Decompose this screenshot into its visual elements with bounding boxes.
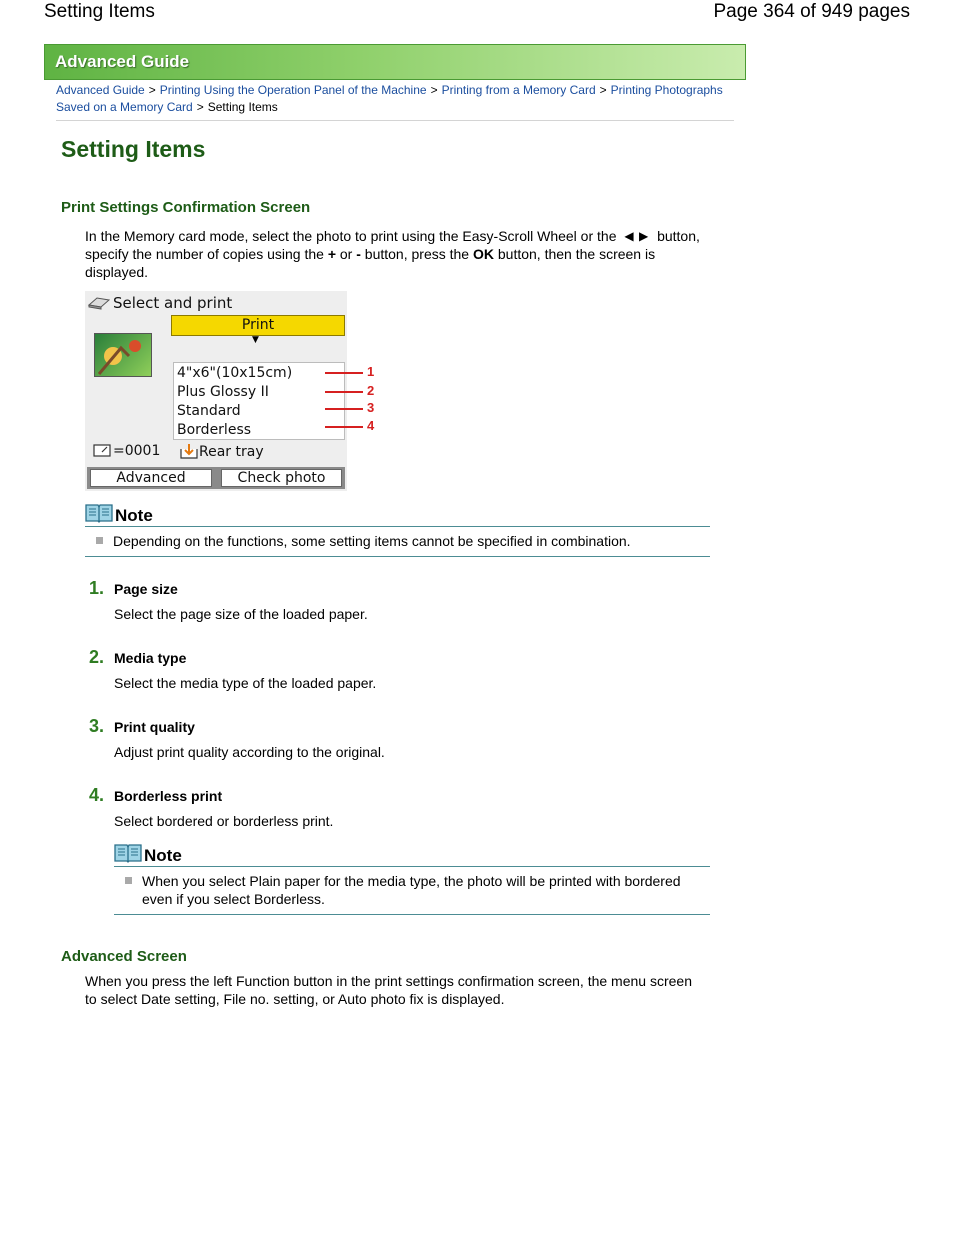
- plus-button-glyph: +: [327, 246, 336, 262]
- callout-line: [325, 372, 363, 374]
- callout-number: 4: [367, 418, 375, 433]
- divider: [56, 120, 734, 121]
- item-title: Print quality: [114, 719, 195, 735]
- breadcrumb-link-advanced-guide[interactable]: Advanced Guide: [56, 83, 145, 97]
- ok-button-glyph: OK: [472, 246, 494, 262]
- breadcrumb-separator: >: [148, 83, 156, 97]
- advanced-guide-banner: [44, 44, 746, 80]
- callout-1: [325, 364, 385, 382]
- item-title: Media type: [114, 650, 187, 666]
- callout-2: [325, 383, 385, 401]
- photo-thumbnail: [94, 333, 152, 377]
- rear-tray-icon: [179, 443, 199, 459]
- bullet-icon: [125, 877, 132, 884]
- item-title: Page size: [114, 581, 178, 597]
- lcd-advanced-button: Advanced: [90, 469, 212, 487]
- breadcrumb-separator: >: [430, 83, 438, 97]
- note-body: [114, 867, 710, 915]
- book-icon: [85, 503, 113, 523]
- item-description: Select bordered or borderless print.: [114, 813, 334, 829]
- callout-line: [325, 408, 363, 410]
- lcd-tray-label: Rear tray: [199, 444, 264, 460]
- intro-text: button, specify the number of copies using the: [85, 228, 700, 262]
- section-advanced-text: When you press the left Function button in the print settings confirmation screen, the menu screen to select Date setting, File no. setting, or Auto photo fix is displayed.: [85, 973, 692, 1007]
- lcd-media-type: Plus Glossy II: [177, 384, 269, 400]
- left-right-arrow-icon: ◀ ▶: [624, 229, 650, 243]
- section-intro: [85, 227, 705, 281]
- lcd-title-row: [87, 293, 345, 313]
- section-heading-print-settings: Print Settings Confirmation Screen: [61, 199, 311, 216]
- item-description: Adjust print quality according to the original.: [114, 744, 385, 760]
- intro-text: In the Memory card mode, select the photo to print using the Easy-Scroll Wheel or the: [85, 228, 617, 244]
- book-icon: [114, 843, 142, 863]
- lcd-soft-button-bar: [87, 467, 345, 489]
- note-label: Note: [144, 846, 182, 865]
- intro-text: button, then the screen is displayed.: [85, 246, 656, 280]
- note-header: [85, 503, 710, 527]
- page-header-title: Setting Items: [44, 1, 155, 22]
- callout-4: [325, 418, 385, 436]
- breadcrumb-link-operation-panel[interactable]: Printing Using the Operation Panel of the Machine: [159, 83, 427, 97]
- page-number: Page 364 of 949 pages: [713, 1, 910, 22]
- callout-number: 2: [367, 383, 375, 398]
- breadcrumb-link-photographs[interactable]: Printing Photographs Saved on a Memory Card: [56, 83, 723, 114]
- breadcrumb-separator: >: [196, 100, 204, 114]
- lcd-page-size: 4"x6"(10x15cm): [177, 365, 293, 381]
- item-number: 3.: [89, 716, 105, 736]
- bullet-icon: [96, 537, 103, 544]
- item-title: Borderless print: [114, 788, 223, 804]
- breadcrumb-separator: >: [599, 83, 607, 97]
- intro-text: button, press the: [364, 246, 470, 262]
- callout-number: 3: [367, 400, 375, 415]
- copies-icon: [93, 443, 113, 457]
- intro-text: or: [339, 246, 353, 262]
- section-heading-advanced-screen: Advanced Screen: [61, 948, 187, 965]
- down-arrow-icon: ▼: [252, 335, 259, 345]
- note-label: Note: [115, 506, 153, 525]
- lcd-title: Select and print: [113, 294, 233, 312]
- callout-line: [325, 391, 363, 393]
- note-box: [85, 503, 710, 557]
- minus-button-glyph: -: [356, 246, 361, 262]
- photo-thumbnail-image: [95, 334, 153, 378]
- item-description: Select the page size of the loaded paper.: [114, 606, 368, 622]
- lcd-paper-source: [179, 443, 264, 460]
- note-text: Depending on the functions, some setting items cannot be specified in combination.: [113, 533, 631, 549]
- callout-line: [325, 426, 363, 428]
- printer-icon: [87, 296, 111, 310]
- lcd-check-photo-button: Check photo: [221, 469, 342, 487]
- lcd-callouts: [325, 364, 385, 436]
- item-description: Select the media type of the loaded paper.: [114, 675, 377, 691]
- lcd-copies-count: =0001: [113, 443, 161, 459]
- note-body: [85, 527, 710, 557]
- note-header: [114, 843, 710, 867]
- breadcrumb: [56, 82, 736, 116]
- item-number: 1.: [89, 578, 105, 598]
- item-number: 4.: [89, 785, 105, 805]
- lcd-print-quality: Standard: [177, 403, 241, 419]
- note-text: When you select Plain paper for the media type, the photo will be printed with bordered even if you select Borderless.: [142, 873, 681, 907]
- note-box: [114, 843, 710, 915]
- banner-title: Advanced Guide: [55, 52, 190, 71]
- item-number: 2.: [89, 647, 105, 667]
- lcd-borderless: Borderless: [177, 422, 252, 438]
- lcd-copies: [93, 443, 160, 459]
- lcd-settings-list: [173, 362, 345, 440]
- callout-number: 1: [367, 364, 375, 379]
- callout-3: [325, 400, 385, 418]
- breadcrumb-link-memory-card[interactable]: Printing from a Memory Card: [441, 83, 596, 97]
- page-title: Setting Items: [61, 136, 206, 162]
- lcd-screen: [85, 291, 347, 491]
- lcd-print-button: Print: [171, 315, 345, 336]
- breadcrumb-current: Setting Items: [207, 100, 278, 114]
